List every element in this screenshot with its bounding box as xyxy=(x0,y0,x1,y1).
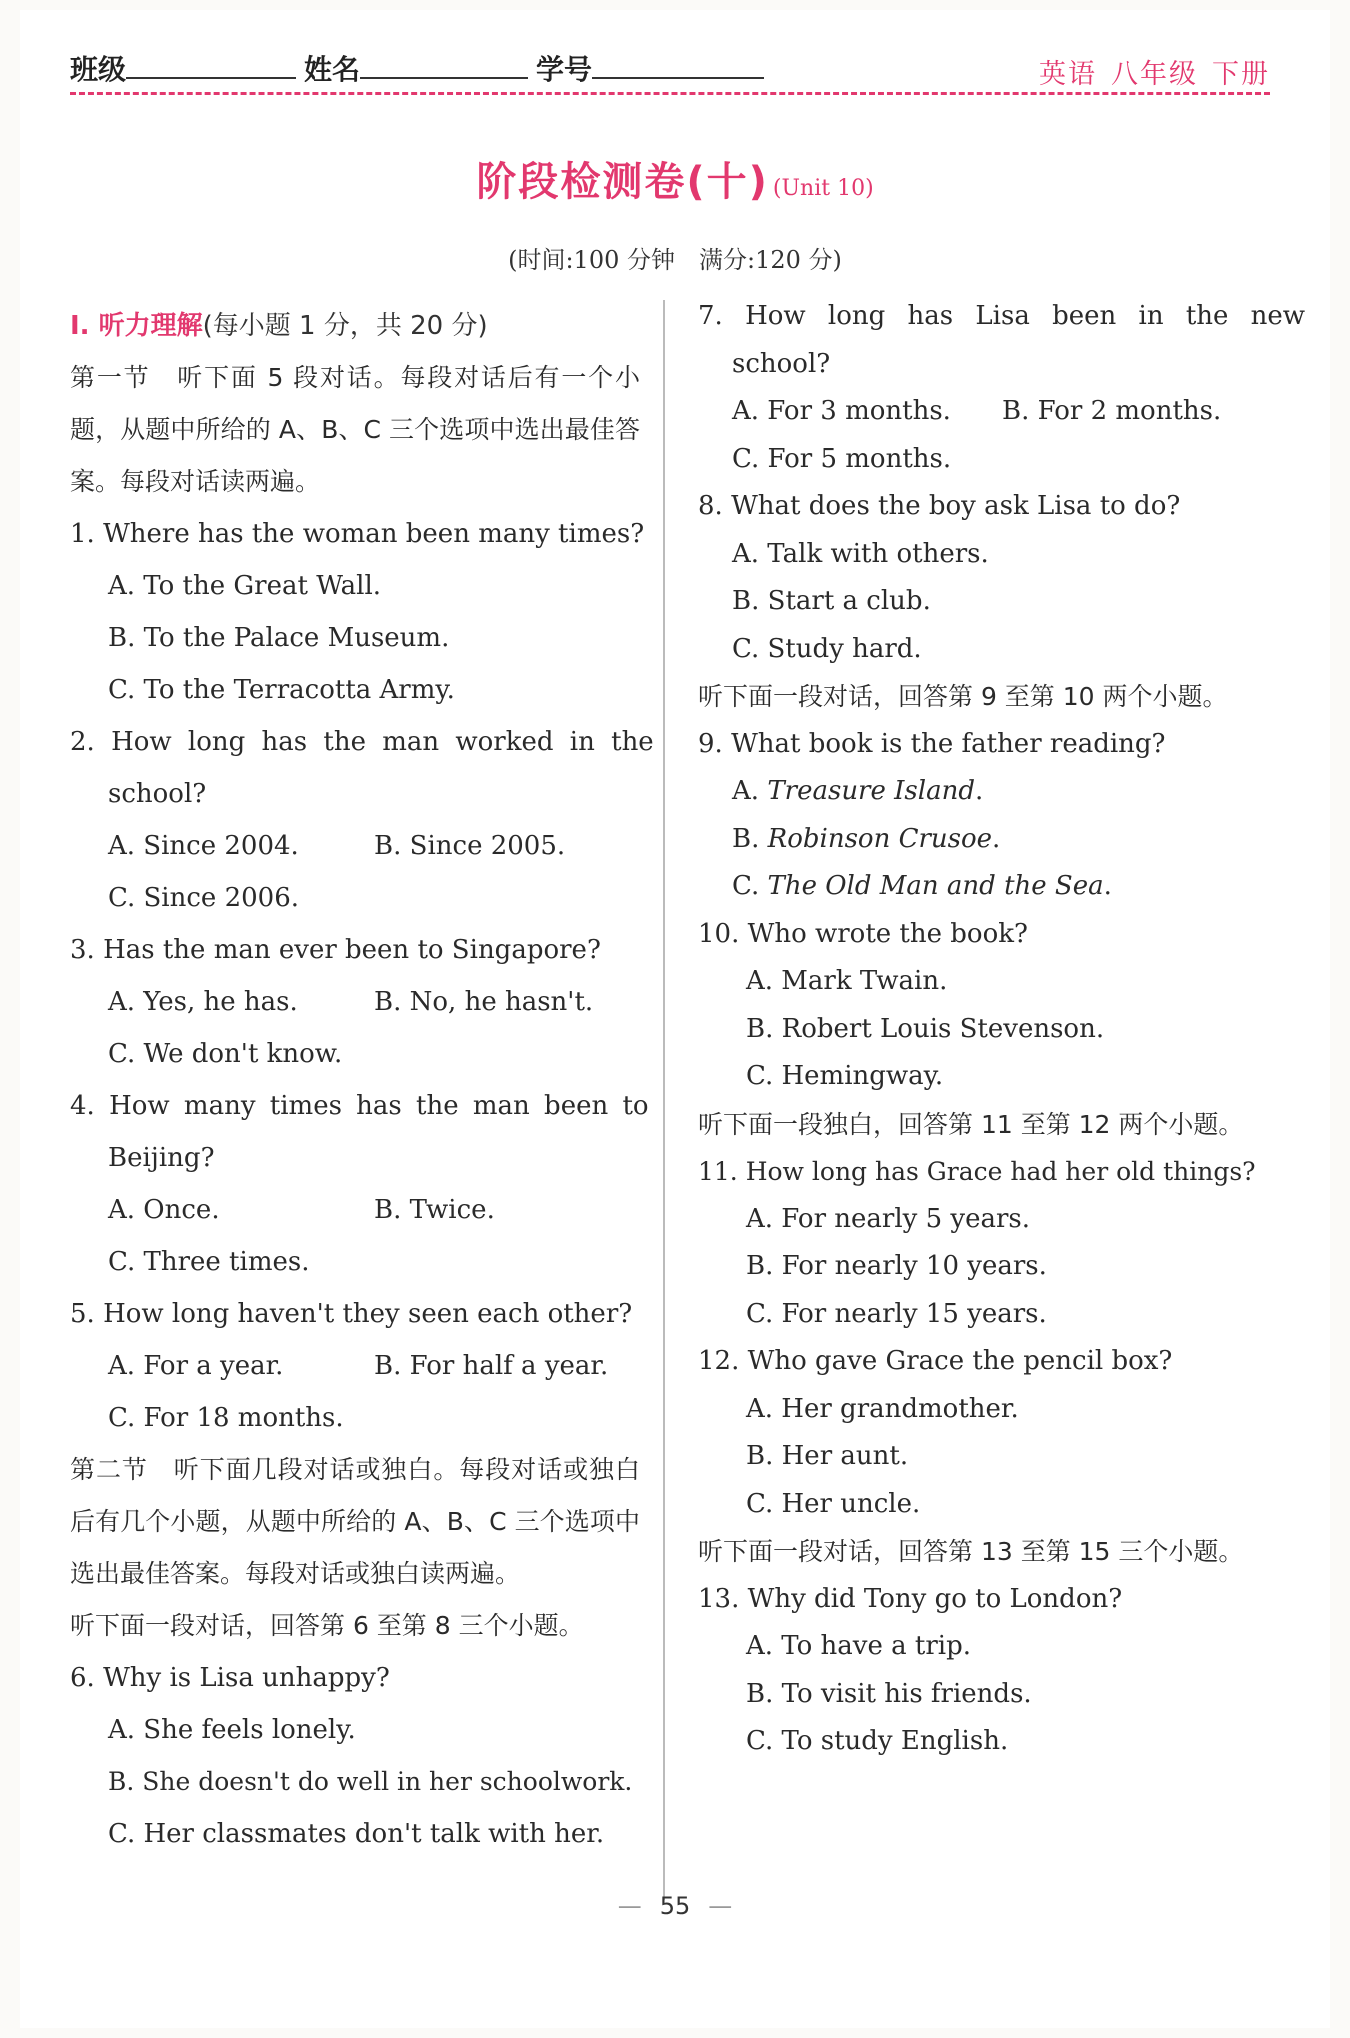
option-a[interactable]: A. She feels lonely. xyxy=(108,1715,356,1745)
option-c[interactable]: C. To study English. xyxy=(746,1726,1009,1756)
option-b[interactable]: B. Her aunt. xyxy=(746,1441,909,1471)
page-title xyxy=(0,150,1350,207)
option-c[interactable]: C. Her uncle. xyxy=(746,1488,921,1519)
question-stem: 3. Has the man ever been to Singapore? xyxy=(70,935,601,965)
question-stem: 12. Who gave Grace the pencil box? xyxy=(698,1346,1173,1376)
left-column xyxy=(70,300,654,1860)
question-8 xyxy=(698,483,1270,673)
question-stem: 9. What book is the father reading? xyxy=(698,728,1166,759)
option-a[interactable]: A. For nearly 5 years. xyxy=(746,1203,1031,1234)
option-c[interactable]: C. Since 2006. xyxy=(108,883,300,913)
page-footer xyxy=(0,1892,1350,1920)
question-6 xyxy=(70,1652,640,1860)
question-stem: 5. How long haven't they seen each other? xyxy=(70,1299,633,1329)
part2-intro: 第二节 听下面几段对话或独白。每段对话或独白后有几个小题，从题中所给的 A、B、C 三个选项中选出最佳答案。每段对话或独白读两遍。 xyxy=(70,1455,640,1588)
exam-meta: (时间:100 分钟 满分:120 分) xyxy=(508,246,842,274)
question-stem-cont: school? xyxy=(732,348,831,379)
question-stem: 1. Where has the woman been many times? xyxy=(70,519,645,549)
subject: 英语 xyxy=(1039,59,1097,90)
question-stem: 4. How many times has the man been to xyxy=(70,1091,649,1121)
option-a[interactable]: A. To the Great Wall. xyxy=(108,571,382,601)
question-stem: 10. Who wrote the book? xyxy=(698,918,1028,949)
option-row xyxy=(70,820,640,872)
option-letter: A. xyxy=(732,776,768,806)
number-label: 学号 xyxy=(536,53,593,86)
option-a[interactable]: A. Her grandmother. xyxy=(746,1393,1019,1424)
option-row xyxy=(70,1184,640,1236)
part1-intro: 第一节 听下面 5 段对话。每段对话后有一个小题，从题中所给的 A、B、C 三个选项中选出最佳答案。每段对话读两遍。 xyxy=(70,363,640,496)
question-4 xyxy=(70,1080,649,1288)
set2-intro: 听下面一段对话，回答第 9 至第 10 两个小题。 xyxy=(698,682,1228,711)
option-row xyxy=(70,1340,640,1392)
option-c[interactable]: C. Three times. xyxy=(108,1247,310,1277)
section-heading xyxy=(70,300,640,352)
option-b[interactable]: B. Since 2005. xyxy=(374,831,566,861)
book-title: Robinson Crusoe xyxy=(767,823,993,854)
question-stem: 6. Why is Lisa unhappy? xyxy=(70,1663,390,1693)
page-header xyxy=(70,48,1270,96)
book-title: The Old Man and the Sea xyxy=(767,871,1104,901)
option-a[interactable]: A. Talk with others. xyxy=(732,538,989,569)
student-info xyxy=(70,48,772,88)
question-stem-cont: school? xyxy=(108,779,207,809)
footer-dash-left: — xyxy=(617,1892,642,1920)
number-blank[interactable] xyxy=(592,49,764,79)
question-11 xyxy=(698,1148,1270,1338)
option-b[interactable]: B. For nearly 10 years. xyxy=(746,1251,1047,1281)
stem-line-1: 2. How long has the man worked in the xyxy=(70,727,654,757)
option-b[interactable]: B. For half a year. xyxy=(374,1351,609,1381)
option-c[interactable]: C. For 5 months. xyxy=(732,443,952,474)
option-c[interactable]: C. Hemingway. xyxy=(746,1061,944,1091)
option-c[interactable]: C. The Old Man and the Sea. xyxy=(732,871,1112,901)
class-blank[interactable] xyxy=(126,49,296,79)
set3-intro: 听下面一段独白，回答第 11 至第 12 两个小题。 xyxy=(698,1109,1244,1139)
question-12 xyxy=(698,1338,1270,1528)
option-a[interactable]: A. Treasure Island. xyxy=(732,776,984,806)
option-letter: C. xyxy=(732,871,768,901)
right-column xyxy=(698,293,1306,1766)
question-13 xyxy=(698,1576,1270,1766)
book-info xyxy=(1025,52,1270,91)
option-b[interactable]: B. No, he hasn't. xyxy=(374,987,594,1017)
page-number: 55 xyxy=(659,1892,691,1920)
question-stem: 13. Why did Tony go to London? xyxy=(698,1583,1123,1614)
option-a[interactable]: A. For a year. xyxy=(108,1351,284,1381)
option-row xyxy=(70,976,640,1028)
set4-intro: 听下面一段对话，回答第 13 至第 15 三个小题。 xyxy=(698,1537,1244,1566)
set1-intro: 听下面一段对话，回答第 6 至第 8 三个小题。 xyxy=(70,1611,584,1640)
option-b[interactable]: B. For 2 months. xyxy=(1002,396,1222,426)
question-7 xyxy=(698,293,1306,483)
option-a[interactable]: A. Once. xyxy=(108,1195,220,1225)
option-b[interactable]: B. Robinson Crusoe. xyxy=(732,823,1001,854)
footer-dash-right: — xyxy=(708,1892,733,1920)
question-stem xyxy=(70,716,654,768)
option-b[interactable]: B. She doesn't do well in her schoolwork. xyxy=(108,1767,633,1796)
option-c[interactable]: C. To the Terracotta Army. xyxy=(108,675,455,705)
option-b[interactable]: B. Robert Louis Stevenson. xyxy=(746,1013,1105,1044)
question-10 xyxy=(698,911,1270,1101)
option-b[interactable]: B. To the Palace Museum. xyxy=(108,623,450,653)
name-label: 姓名 xyxy=(304,53,361,86)
section-title: Ⅰ. 听力理解 xyxy=(70,311,203,341)
book-title: Treasure Island xyxy=(767,776,975,806)
title-main: 阶段检测卷(十) xyxy=(476,159,769,205)
option-a[interactable]: A. For 3 months. xyxy=(732,396,951,426)
question-stem: 11. How long has Grace had her old things? xyxy=(698,1157,1256,1186)
option-a[interactable]: A. Since 2004. xyxy=(108,831,299,861)
question-1 xyxy=(70,508,645,716)
question-9 xyxy=(698,721,1270,911)
option-c[interactable]: C. Her classmates don't talk with her. xyxy=(108,1819,605,1849)
question-stem: 8. What does the boy ask Lisa to do? xyxy=(698,491,1181,521)
option-letter: B. xyxy=(732,823,768,854)
question-5 xyxy=(70,1288,640,1444)
option-b[interactable]: B. Start a club. xyxy=(732,586,931,616)
option-c[interactable]: C. Study hard. xyxy=(732,633,922,664)
section-note: (每小题 1 分，共 20 分) xyxy=(202,311,488,341)
grade: 八年级 xyxy=(1111,59,1198,90)
question-3 xyxy=(70,924,640,1080)
class-label: 班级 xyxy=(70,53,127,86)
option-row xyxy=(698,388,1270,436)
option-a[interactable]: A. To have a trip. xyxy=(746,1631,971,1661)
question-stem: 7. How long has Lisa been in the new xyxy=(698,301,1306,331)
option-b[interactable]: B. Twice. xyxy=(374,1195,495,1225)
option-c[interactable]: C. For nearly 15 years. xyxy=(746,1298,1047,1329)
question-stem-cont: Beijing? xyxy=(108,1143,215,1173)
title-unit: (Unit 10) xyxy=(772,176,874,201)
name-blank[interactable] xyxy=(360,49,528,79)
option-c[interactable]: C. We don't know. xyxy=(108,1039,343,1069)
volume: 下册 xyxy=(1212,59,1270,90)
option-a[interactable]: A. Mark Twain. xyxy=(746,966,948,996)
option-a[interactable]: A. Yes, he has. xyxy=(108,987,298,1017)
option-c[interactable]: C. For 18 months. xyxy=(108,1403,344,1433)
option-b[interactable]: B. To visit his friends. xyxy=(746,1678,1032,1709)
question-2 xyxy=(70,716,654,924)
column-divider xyxy=(663,300,665,1900)
header-divider xyxy=(70,92,1270,95)
